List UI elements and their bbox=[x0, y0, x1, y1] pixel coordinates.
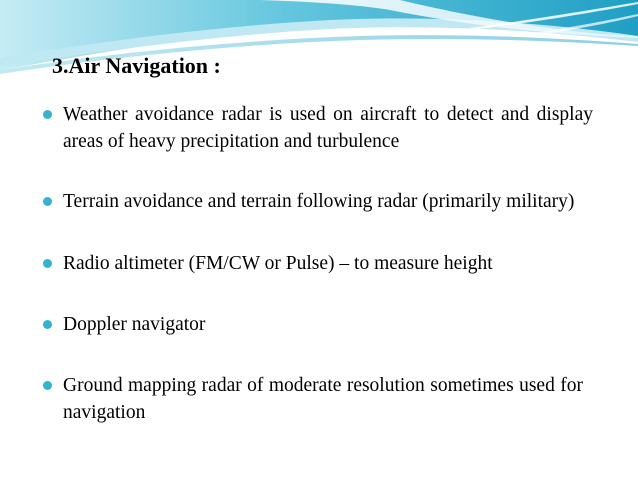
bullet-text: Radio altimeter (FM/CW or Pulse) – to measure height bbox=[63, 253, 493, 274]
bullet-text: Weather avoidance radar is used on aircraft to detect and display areas of heavy precipitation and turbulence bbox=[63, 104, 593, 152]
bullet-item bbox=[63, 101, 593, 155]
bullet-dot-icon bbox=[43, 320, 52, 329]
bullet-text: Terrain avoidance and terrain following radar (primarily military) bbox=[63, 191, 575, 212]
bullet-text: Doppler navigator bbox=[63, 314, 206, 335]
slide-title: 3.Air Navigation : bbox=[52, 53, 221, 78]
bullet-dot-icon bbox=[43, 259, 52, 268]
bullet-dot-icon bbox=[43, 110, 52, 119]
bullet-dot-icon bbox=[43, 197, 52, 206]
bullet-item bbox=[63, 188, 618, 215]
bullet-item bbox=[63, 372, 583, 426]
bullet-item bbox=[63, 311, 618, 338]
bullet-item bbox=[63, 250, 618, 277]
bullet-text: Ground mapping radar of moderate resolution sometimes used for navigation bbox=[63, 375, 583, 423]
bullet-dot-icon bbox=[43, 381, 52, 390]
